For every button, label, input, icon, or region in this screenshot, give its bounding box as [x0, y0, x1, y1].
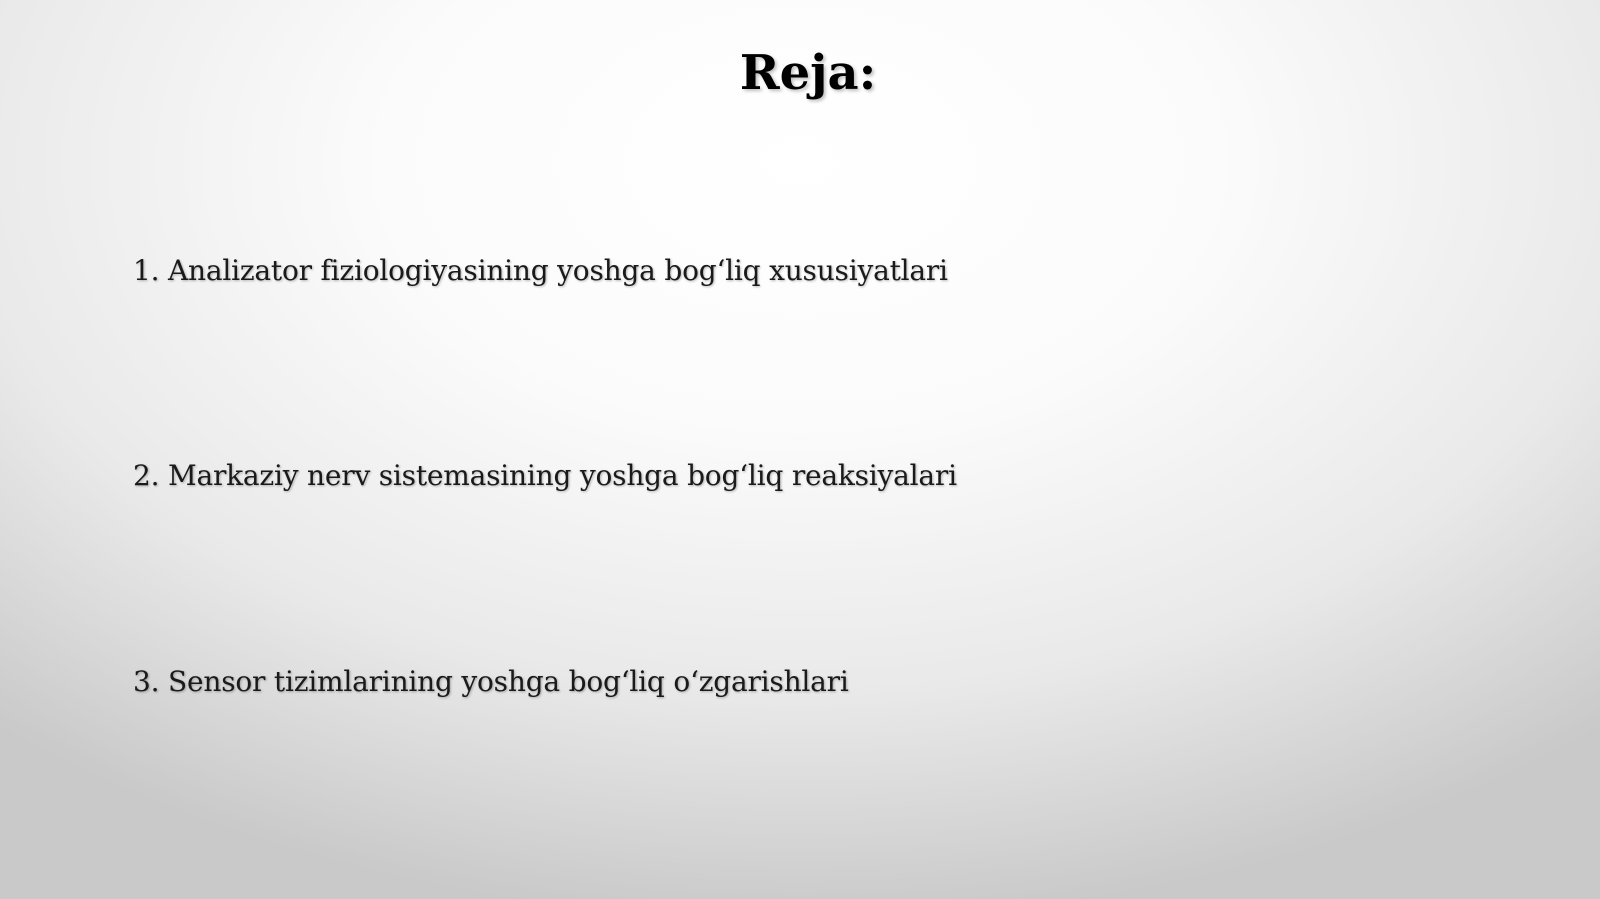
plan-item-1: 1. Analizator fiziologiyasining yoshga bog‘liq xususiyatlari [133, 254, 948, 287]
slide-title: Reja: [739, 45, 877, 101]
plan-item-3: 3. Sensor tizimlarining yoshga bog‘liq o‘zgarishlari [133, 665, 849, 698]
plan-item-2: 2. Markaziy nerv sistemasining yoshga bog‘liq reaksiyalari [133, 459, 957, 492]
